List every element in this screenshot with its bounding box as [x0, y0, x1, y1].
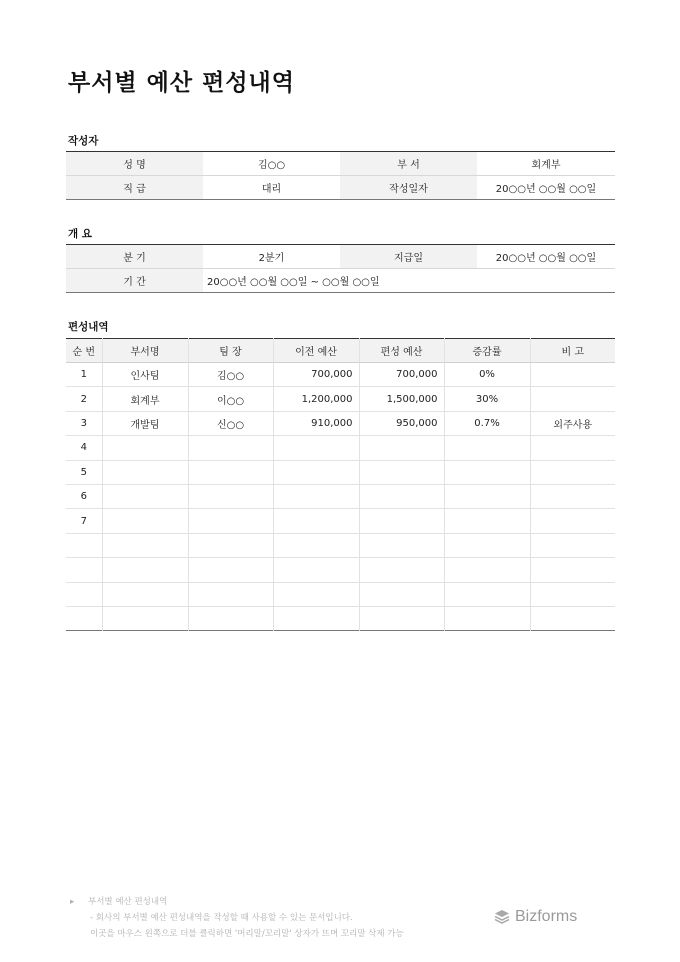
previous-budget-cell	[273, 436, 359, 460]
document-title: 부서별 예산 편성내역	[68, 70, 295, 96]
remarks-cell	[530, 533, 615, 557]
previous-budget-cell	[273, 509, 359, 533]
author-section-label: 작성자	[68, 135, 99, 147]
row-number-cell: 2	[66, 387, 102, 411]
department-name-cell: 인사팀	[102, 363, 188, 387]
change-rate-cell	[444, 484, 530, 508]
previous-budget-cell	[273, 533, 359, 557]
team-leader-cell	[188, 436, 273, 460]
planned-budget-cell	[359, 484, 444, 508]
planned-budget-cell: 950,000	[359, 411, 444, 435]
layers-icon	[493, 908, 511, 926]
quarter-label: 분 기	[66, 245, 203, 269]
table-row	[66, 606, 615, 630]
department-value: 회계부	[477, 152, 615, 176]
planned-budget-cell	[359, 558, 444, 582]
team-leader-cell	[188, 606, 273, 630]
overview-row	[66, 269, 615, 293]
row-number-cell	[66, 533, 102, 557]
department-name-cell	[102, 509, 188, 533]
budget-table	[66, 338, 615, 631]
brand-name: Bizforms	[515, 908, 578, 925]
name-label: 성 명	[66, 152, 203, 176]
team-leader-cell	[188, 582, 273, 606]
name-value: 김○○	[203, 152, 340, 176]
row-number-cell: 3	[66, 411, 102, 435]
change-rate-cell: 0%	[444, 363, 530, 387]
department-name-cell	[102, 606, 188, 630]
footer-description: - 회사의 부서별 예산 편성내역을 작성할 때 사용할 수 있는 문서입니다.	[90, 913, 353, 923]
overview-section-label: 개 요	[68, 228, 92, 240]
previous-budget-cell: 700,000	[273, 363, 359, 387]
footer-title: 부서별 예산 편성내역	[88, 897, 168, 907]
previous-budget-cell: 910,000	[273, 411, 359, 435]
change-rate-cell	[444, 533, 530, 557]
remarks-cell	[530, 509, 615, 533]
planned-budget-cell	[359, 509, 444, 533]
change-rate-cell	[444, 436, 530, 460]
date-value: 20○○년 ○○월 ○○일	[477, 176, 615, 200]
department-name-cell	[102, 460, 188, 484]
row-number-cell: 1	[66, 363, 102, 387]
department-name-cell	[102, 558, 188, 582]
team-leader-cell: 신○○	[188, 411, 273, 435]
change-rate-cell	[444, 558, 530, 582]
previous-budget-cell	[273, 606, 359, 630]
department-name-cell: 개발팀	[102, 411, 188, 435]
team-leader-cell	[188, 460, 273, 484]
table-row	[66, 436, 615, 460]
table-row	[66, 460, 615, 484]
brand-logo	[493, 908, 577, 926]
planned-budget-cell: 700,000	[359, 363, 444, 387]
department-name-cell: 회계부	[102, 387, 188, 411]
remarks-cell	[530, 363, 615, 387]
table-header-row	[66, 339, 615, 363]
overview-table	[66, 244, 615, 293]
column-header: 이전 예산	[273, 339, 359, 363]
column-header: 팀 장	[188, 339, 273, 363]
remarks-cell	[530, 460, 615, 484]
department-label: 부 서	[340, 152, 477, 176]
list-section-label: 편성내역	[68, 321, 109, 333]
table-row	[66, 411, 615, 435]
change-rate-cell: 0.7%	[444, 411, 530, 435]
row-number-cell: 7	[66, 509, 102, 533]
previous-budget-cell	[273, 460, 359, 484]
table-row	[66, 533, 615, 557]
planned-budget-cell: 1,500,000	[359, 387, 444, 411]
department-name-cell	[102, 533, 188, 557]
row-number-cell	[66, 606, 102, 630]
department-name-cell	[102, 582, 188, 606]
team-leader-cell	[188, 484, 273, 508]
planned-budget-cell	[359, 460, 444, 484]
column-header: 순 번	[66, 339, 102, 363]
team-leader-cell	[188, 558, 273, 582]
column-header: 비 고	[530, 339, 615, 363]
table-row	[66, 558, 615, 582]
footer-note	[70, 894, 404, 942]
planned-budget-cell	[359, 606, 444, 630]
date-label: 작성일자	[340, 176, 477, 200]
previous-budget-cell	[273, 484, 359, 508]
department-name-cell	[102, 436, 188, 460]
period-label: 기 간	[66, 269, 203, 293]
remarks-cell	[530, 558, 615, 582]
rank-value: 대리	[203, 176, 340, 200]
quarter-value: 2분기	[203, 245, 340, 269]
overview-row	[66, 245, 615, 269]
remarks-cell	[530, 484, 615, 508]
table-row	[66, 509, 615, 533]
period-value: 20○○년 ○○월 ○○일 ~ ○○월 ○○일	[203, 269, 615, 293]
table-row	[66, 363, 615, 387]
team-leader-cell: 이○○	[188, 387, 273, 411]
change-rate-cell	[444, 606, 530, 630]
change-rate-cell	[444, 582, 530, 606]
author-table	[66, 151, 615, 200]
table-row	[66, 387, 615, 411]
remarks-cell	[530, 582, 615, 606]
remarks-cell: 외주사용	[530, 411, 615, 435]
remarks-cell	[530, 387, 615, 411]
previous-budget-cell: 1,200,000	[273, 387, 359, 411]
author-row	[66, 176, 615, 200]
row-number-cell: 4	[66, 436, 102, 460]
table-row	[66, 582, 615, 606]
change-rate-cell	[444, 460, 530, 484]
rank-label: 직 급	[66, 176, 203, 200]
team-leader-cell: 김○○	[188, 363, 273, 387]
team-leader-cell	[188, 533, 273, 557]
previous-budget-cell	[273, 582, 359, 606]
change-rate-cell	[444, 509, 530, 533]
remarks-cell	[530, 436, 615, 460]
bullet-icon: ▸	[70, 897, 75, 907]
remarks-cell	[530, 606, 615, 630]
payday-label: 지급일	[340, 245, 477, 269]
row-number-cell: 6	[66, 484, 102, 508]
previous-budget-cell	[273, 558, 359, 582]
column-header: 편성 예산	[359, 339, 444, 363]
author-row	[66, 152, 615, 176]
column-header: 부서명	[102, 339, 188, 363]
planned-budget-cell	[359, 533, 444, 557]
payday-value: 20○○년 ○○월 ○○일	[477, 245, 615, 269]
planned-budget-cell	[359, 582, 444, 606]
column-header: 증감률	[444, 339, 530, 363]
change-rate-cell: 30%	[444, 387, 530, 411]
team-leader-cell	[188, 509, 273, 533]
row-number-cell: 5	[66, 460, 102, 484]
row-number-cell	[66, 558, 102, 582]
table-row	[66, 484, 615, 508]
planned-budget-cell	[359, 436, 444, 460]
row-number-cell	[66, 582, 102, 606]
department-name-cell	[102, 484, 188, 508]
footer-instruction: 이곳을 마우스 왼쪽으로 더블 클릭하면 '머리말/꼬리말' 상자가 뜨며 꼬리말 삭제 가능	[90, 929, 404, 939]
